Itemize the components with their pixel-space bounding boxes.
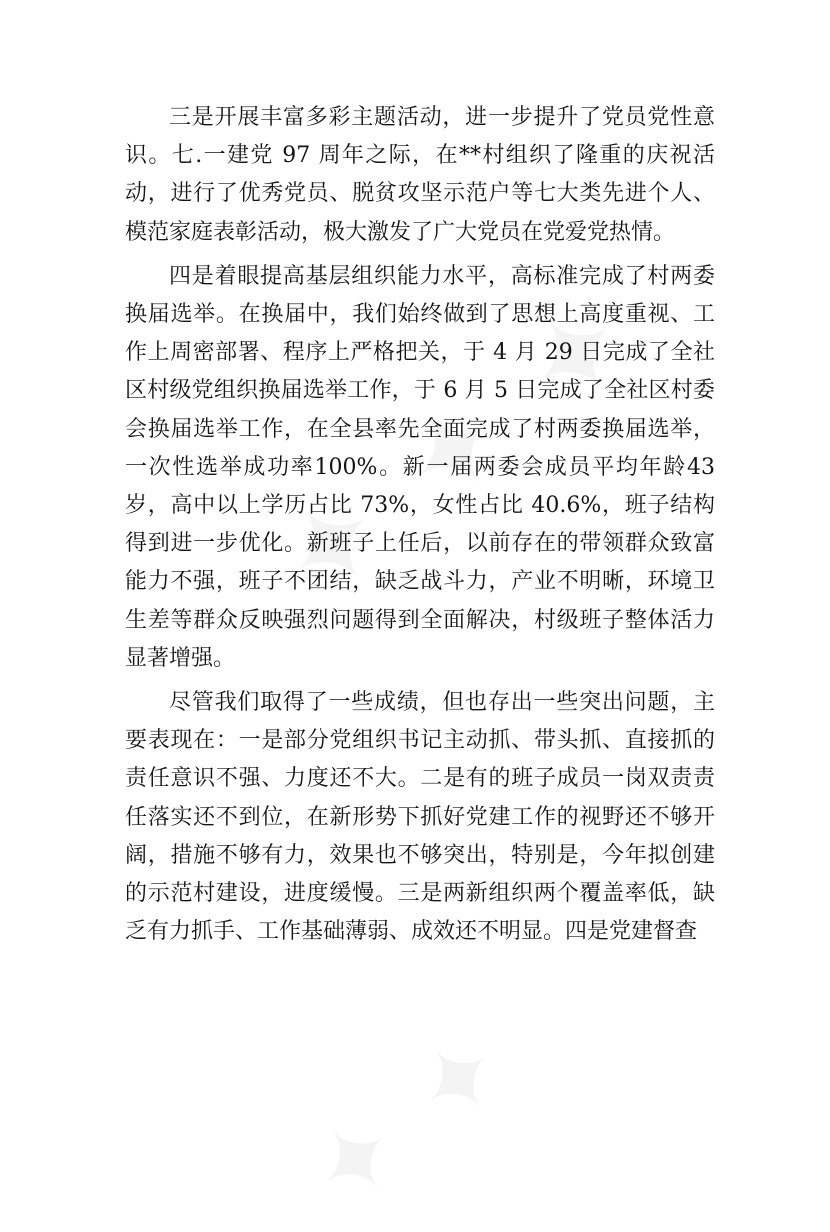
paragraph-problems: 尽管我们取得了一些成绩，但也存出一些突出问题，主要表现在：一是部分党组织书记主动抓、带头抓、直接抓的责任意识不强、力度还不大。二是有的班子成员一岗双责责任落实还不到位，在新形势下抓好党建工作的视野还不够开阔，措施不够有力，效果也不够突出，特别是，今年拟创建的示范村建设，进度缓慢。三是两新组织两个覆盖率低，缺乏有力抓手、工作基础薄弱、成效还不明显。四是党建督查 <box>125 690 715 945</box>
paragraph-election: 四是着眼提高基层组织能力水平，高标准完成了村两委换届选举。在换届中，我们始终做到了思想上高度重视、工作上周密部署、程序上严格把关，于 4 月 29 日完成了全社区村级党组织换届选举工作，于 6 月 5 日完成了全社区村委会换届选举工作，在全县率先全面完成了村两委换届选举，一次性选举成功率100%。新一届两委会成员平均年龄43岁，高中以上学历占比 73%，女性占比 40.6%，班子结构得到进一步优化。新班子上任后，以前存在的带领群众致富能力不强，班子不团结，缺乏战斗力，产业不明晰，环境卫生差等群众反映强烈问题得到全面解决，村级班子整体活力显著增强。 <box>125 263 715 671</box>
watermark <box>287 1005 533 1232</box>
document-body <box>125 99 715 957</box>
paragraph-theme-activities: 三是开展丰富多彩主题活动，进一步提升了党员党性意识。七.一建党 97 周年之际，在**村组织了隆重的庆祝活动，进行了优秀党员、脱贫攻坚示范户等七大类先进个人、模范家庭表彰活动，极大激发了广大党员在党爱党热情。 <box>125 105 715 245</box>
